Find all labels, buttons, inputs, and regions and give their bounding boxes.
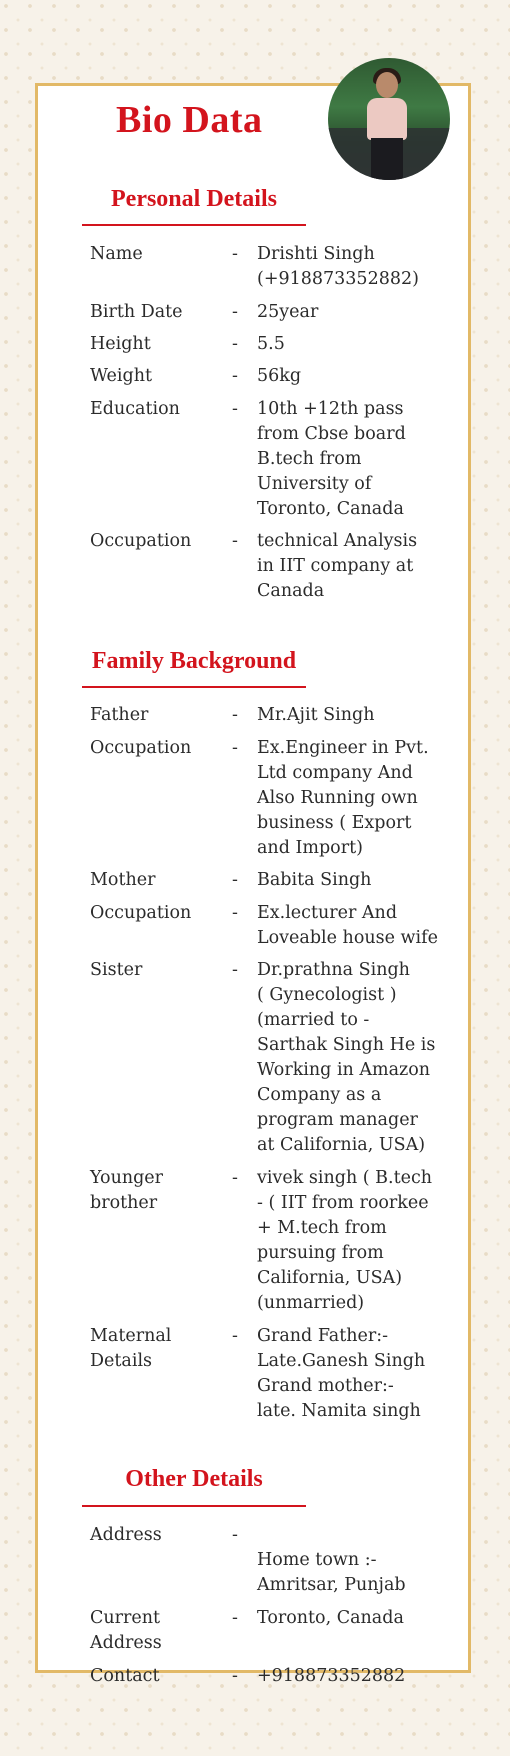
row-value: Babita Singh bbox=[257, 870, 372, 890]
row-value: Mr.Ajit Singh bbox=[257, 705, 375, 725]
row-value: technical Analysis in IIT company at Canada bbox=[257, 531, 418, 601]
row-separator: - bbox=[232, 870, 238, 890]
row-separator: - bbox=[232, 1168, 238, 1188]
row-value: Drishti Singh (+918873352882) bbox=[257, 244, 419, 289]
row-value: +918873352882 bbox=[257, 1666, 406, 1686]
row-label: Younger brother bbox=[90, 1168, 164, 1213]
row-value: 56kg bbox=[257, 366, 302, 386]
row-value: Dr.prathna Singh ( Gynecologist ) (married to - Sarthak Singh He is Working in Amazon Company as a program manager at California, USA) bbox=[257, 960, 436, 1155]
row-separator: - bbox=[232, 903, 238, 923]
row-value: Toronto, Canada bbox=[257, 1608, 404, 1628]
row-separator: - bbox=[232, 302, 238, 322]
row-label: Height bbox=[90, 334, 151, 354]
row-value: Grand Father:- Late.Ganesh Singh Grand mother:- late. Namita singh bbox=[257, 1326, 426, 1421]
row-value: 5.5 bbox=[257, 334, 285, 354]
row-separator: - bbox=[232, 738, 238, 758]
row-separator: - bbox=[232, 705, 238, 725]
row-separator: - bbox=[232, 531, 238, 551]
row-value: vivek singh ( B.tech - ( IIT from roorkee + M.tech from pursuing from California, USA) (unmarried) bbox=[257, 1168, 433, 1313]
section-heading-personal: Personal Details bbox=[111, 186, 277, 212]
profile-photo bbox=[328, 58, 450, 180]
row-separator: - bbox=[232, 399, 238, 419]
row-separator: - bbox=[232, 1525, 238, 1545]
row-label: Address bbox=[90, 1525, 162, 1545]
row-label: Education bbox=[90, 399, 180, 419]
row-label: Mother bbox=[90, 870, 156, 890]
section-divider bbox=[82, 224, 306, 226]
row-label: Weight bbox=[90, 366, 153, 386]
row-label: Occupation bbox=[90, 738, 192, 758]
row-label: Occupation bbox=[90, 531, 192, 551]
page-title: Bio Data bbox=[116, 99, 263, 141]
row-separator: - bbox=[232, 244, 238, 264]
row-label: Occupation bbox=[90, 903, 192, 923]
row-label: Contact bbox=[90, 1666, 160, 1686]
row-label: Current Address bbox=[90, 1608, 162, 1653]
section-heading-family: Family Background bbox=[91, 648, 297, 674]
section-heading-other: Other Details bbox=[125, 1466, 263, 1492]
row-label: Sister bbox=[90, 960, 143, 980]
row-separator: - bbox=[232, 334, 238, 354]
row-separator: - bbox=[232, 1666, 238, 1686]
row-label: Name bbox=[90, 244, 143, 264]
section-divider bbox=[82, 1505, 306, 1507]
row-label: Father bbox=[90, 705, 149, 725]
row-separator: - bbox=[232, 366, 238, 386]
row-value: 25year bbox=[257, 302, 319, 322]
section-divider bbox=[82, 686, 306, 688]
row-label: Birth Date bbox=[90, 302, 183, 322]
row-value: Ex.lecturer And Loveable house wife bbox=[257, 903, 438, 948]
row-value: Home town :- Amritsar, Punjab bbox=[257, 1550, 406, 1595]
row-separator: - bbox=[232, 1608, 238, 1628]
row-label: Maternal Details bbox=[90, 1326, 172, 1371]
row-separator: - bbox=[232, 960, 238, 980]
row-value: 10th +12th pass from Cbse board B.tech from University of Toronto, Canada bbox=[257, 399, 406, 519]
row-value: Ex.Engineer in Pvt. Ltd company And Also Running own business ( Export and Import) bbox=[257, 738, 429, 858]
row-separator: - bbox=[232, 1326, 238, 1346]
